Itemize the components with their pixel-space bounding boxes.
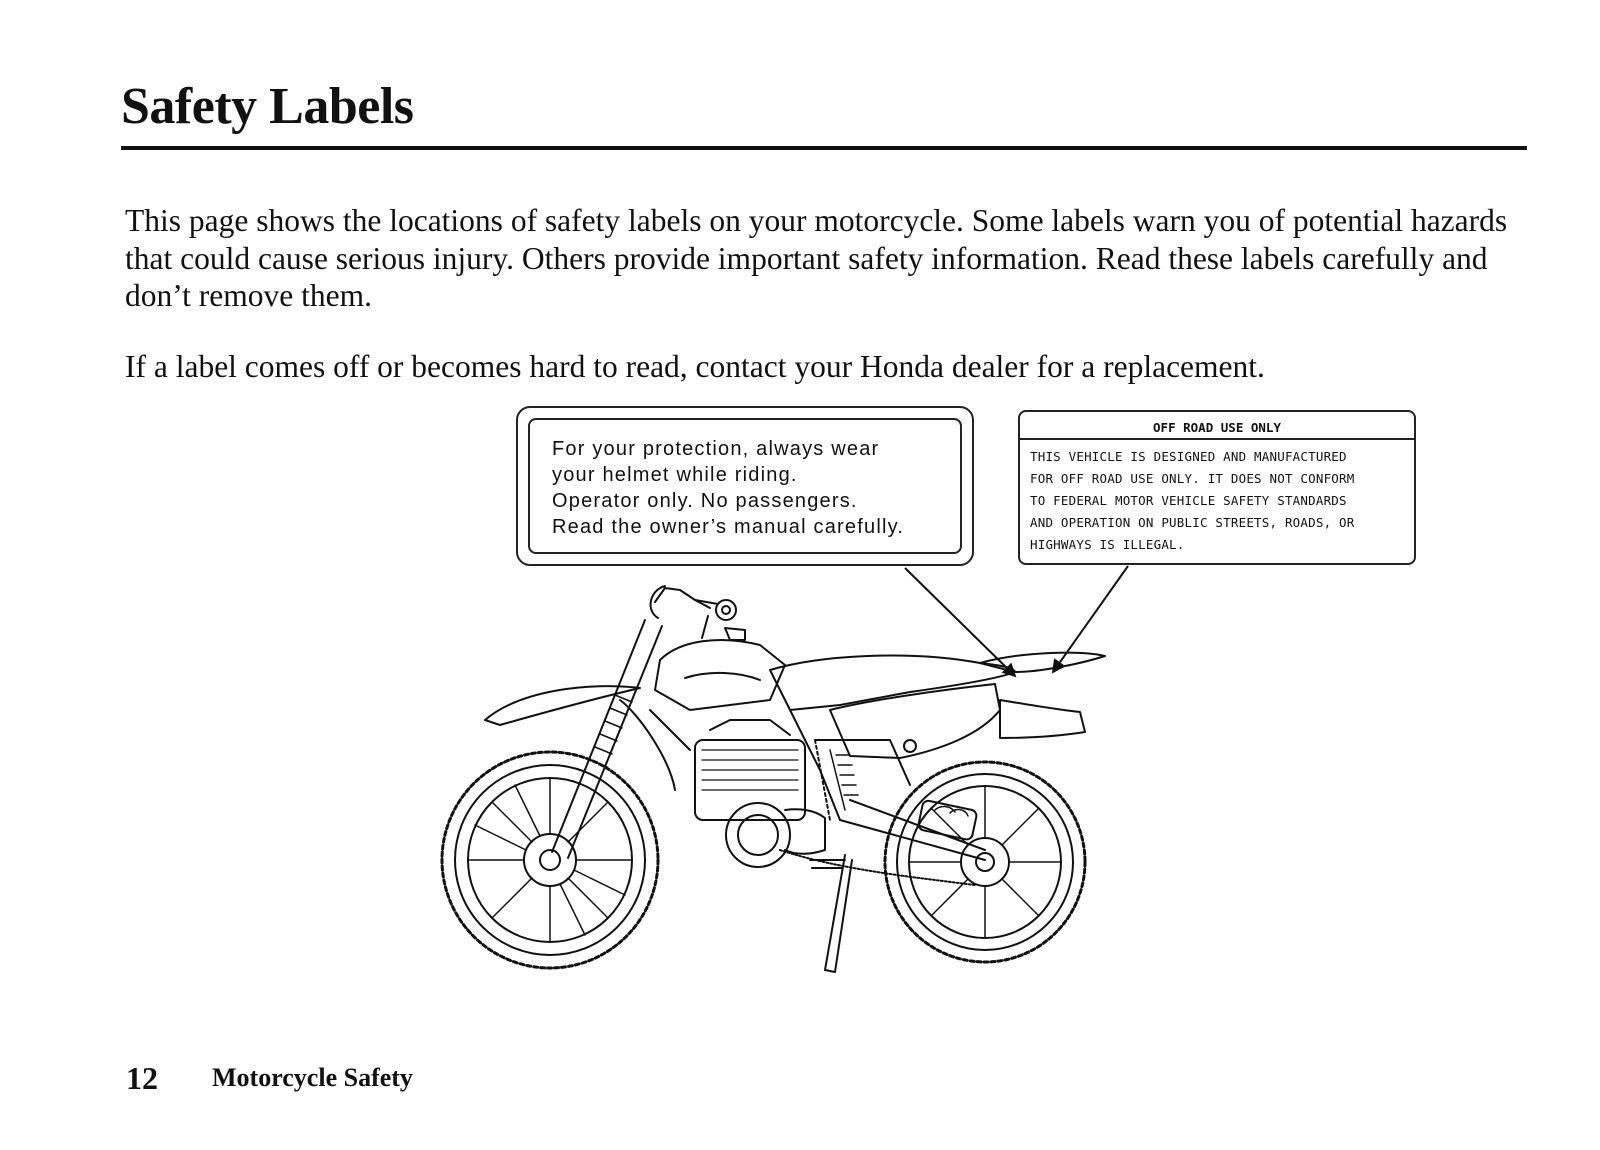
intro-paragraph: This page shows the locations of safety labels on your motorcycle. Some labels warn you of potential hazards that could cause serious injury. Others provide important safety information. Read these labels carefully and don’t remove them. xyxy=(125,203,1508,313)
helmet-label-line: For your protection, always wear xyxy=(552,438,880,460)
front-fender-brace xyxy=(620,700,675,790)
kickstand xyxy=(825,855,852,972)
title-rule xyxy=(121,146,1527,150)
off-road-label-line: AND OPERATION ON PUBLIC STREETS, ROADS, OR xyxy=(1030,515,1355,530)
frame xyxy=(650,710,985,860)
fuel-tank xyxy=(655,640,785,710)
page-title: Safety Labels xyxy=(121,78,414,135)
off-road-label-line: HIGHWAYS IS ILLEGAL. xyxy=(1030,537,1185,552)
seat xyxy=(770,656,1015,710)
fuel-cap xyxy=(725,628,745,640)
footpeg xyxy=(810,860,845,868)
page-number: 12 xyxy=(126,1060,158,1096)
off-road-label-header: OFF ROAD USE ONLY xyxy=(1153,420,1281,435)
helmet-label-line: your helmet while riding. xyxy=(552,464,798,486)
off-road-label-divider xyxy=(1020,438,1414,440)
front-fork xyxy=(552,620,662,858)
section-title: Motorcycle Safety xyxy=(212,1063,413,1092)
helmet-safety-label xyxy=(516,406,974,566)
drive-chain xyxy=(780,850,975,885)
front-wheel xyxy=(442,752,658,968)
rear-fender xyxy=(980,653,1105,672)
off-road-label-line: THIS VEHICLE IS DESIGNED AND MANUFACTURED xyxy=(1030,449,1347,464)
rear-wheel xyxy=(885,762,1085,962)
helmet-label-line: Operator only. No passengers. xyxy=(552,490,858,512)
handlebar xyxy=(651,586,736,638)
off-road-safety-label xyxy=(1018,410,1416,565)
replacement-paragraph: If a label comes off or becomes hard to read, contact your Honda dealer for a replacement. xyxy=(125,349,1265,384)
off-road-label-line: FOR OFF ROAD USE ONLY. IT DOES NOT CONFORM xyxy=(1030,471,1355,486)
exhaust-muffler xyxy=(1000,700,1085,738)
dirt-bike-icon xyxy=(440,560,1200,1010)
helmet-label-line: Read the owner’s manual carefully. xyxy=(552,516,905,538)
off-road-label-line: TO FEDERAL MOTOR VEHICLE SAFETY STANDARDS xyxy=(1030,493,1347,508)
helmet-safety-label-inner xyxy=(528,418,962,554)
